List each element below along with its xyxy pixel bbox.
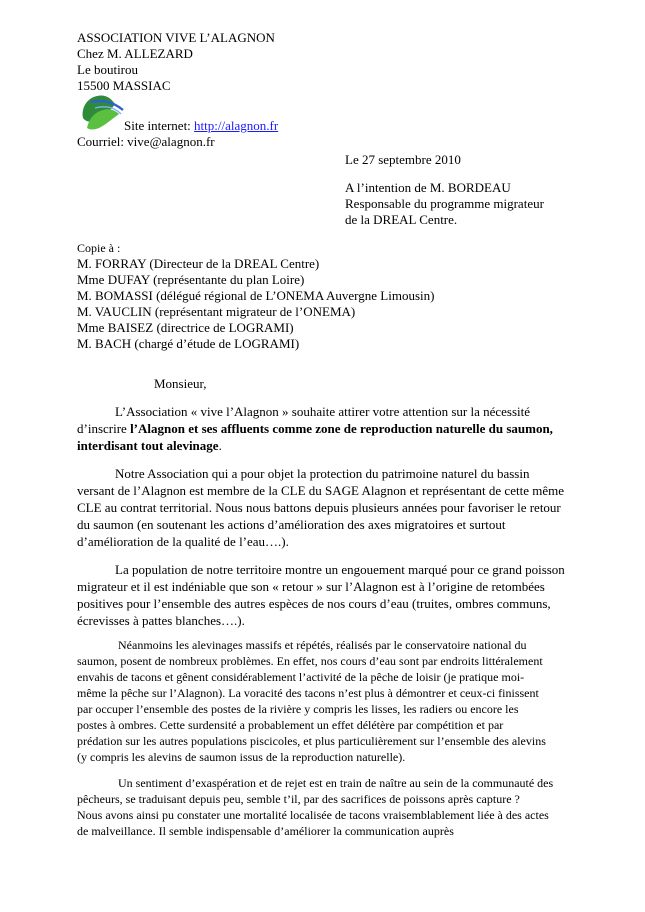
- paragraph-line: Notre Association qui a pour objet la protection du patrimoine naturel du bassin: [115, 466, 530, 481]
- paragraph-line: [77, 438, 222, 454]
- highlight-text: interdisant tout alevinage: [77, 438, 219, 453]
- paragraph-line: versant de l’Alagnon est membre de la CLE du SAGE Alagnon et représentant de cette même: [77, 483, 564, 498]
- paragraph-line: par occuper l’ensemble des postes de la rivière y compris les lisses, les radiers ou encore les: [77, 702, 519, 716]
- paragraph-line: même la pêche sur l’Alagnon). La voracité des tacons n’est plus à démontrer et ceux-ci finissent: [77, 686, 539, 700]
- paragraph-line: CLE au contrat territorial. Nous nous battons depuis plusieurs années pour favoriser le retour: [77, 500, 561, 515]
- sender-name: ASSOCIATION VIVE L’ALAGNON: [77, 30, 275, 45]
- copies-label: Copie à :: [77, 241, 121, 255]
- letter-date: Le 27 septembre 2010: [345, 152, 461, 167]
- website-label: Site internet:: [124, 118, 195, 133]
- copy-recipient: Mme BAISEZ (directrice de LOGRAMI): [77, 320, 294, 335]
- paragraph-line: du saumon (en soutenant les actions d’amélioration des axes migratoires et surtout: [77, 517, 506, 532]
- website-line: [124, 118, 278, 134]
- copy-recipient: M. VAUCLIN (représentant migrateur de l’ONEMA): [77, 304, 356, 319]
- email-line: Courriel: vive@alagnon.fr: [77, 134, 215, 149]
- paragraph-text: d’inscrire: [77, 421, 131, 436]
- paragraph-line: de malveillance. Il semble indispensable d’améliorer la communication auprès: [77, 824, 454, 838]
- paragraph-line: d’amélioration de la qualité de l’eau….).: [77, 534, 289, 549]
- paragraph-line: saumon, posent de nombreux problèmes. En effet, nos cours d’eau sont par endroits littéralement: [77, 654, 543, 668]
- recipient-line: de la DREAL Centre.: [345, 212, 458, 227]
- sender-address-line: Le boutirou: [77, 62, 139, 77]
- paragraph-line: Un sentiment d’exaspération et de rejet est en train de naître au sein de la communauté des: [118, 776, 554, 790]
- copy-recipient: M. BOMASSI (délégué régional de L’ONEMA Auvergne Limousin): [77, 288, 435, 303]
- paragraph-line: La population de notre territoire montre un engouement marqué pour ce grand poisson: [115, 562, 565, 577]
- paragraph-line: envahis de tacons et gênent considérablement l’activité de la pêche de loisir (je pratique moi-: [77, 670, 525, 684]
- paragraph-text: .: [218, 438, 222, 453]
- recipient-line: A l’intention de M. BORDEAU: [345, 180, 511, 195]
- paragraph-line: pêcheurs, se traduisant depuis peu, semble t’il, par des sacrifices de poissons après capture ?: [77, 792, 520, 806]
- recipient-line: Responsable du programme migrateur: [345, 196, 544, 211]
- association-logo: [77, 88, 125, 132]
- paragraph-line: (y compris les alevins de saumon issus de la reproduction naturelle).: [77, 750, 406, 764]
- copy-recipient: Mme DUFAY (représentante du plan Loire): [77, 272, 305, 287]
- highlight-text: l’Alagnon et ses affluents comme zone de reproduction naturelle du saumon,: [130, 421, 553, 436]
- website-link[interactable]: http://alagnon.fr: [194, 118, 279, 133]
- paragraph-line: prédation sur les autres populations piscicoles, et plus particulièrement sur l’ensemble des alevins: [77, 734, 546, 748]
- paragraph-line: écrevisses à pattes blanches….).: [77, 613, 245, 628]
- paragraph-line: postes à ombres. Cette surdensité a probablement un effet délétère par compétition et par: [77, 718, 504, 732]
- paragraph-line: [77, 421, 553, 437]
- sender-address-line: Chez M. ALLEZARD: [77, 46, 193, 61]
- paragraph-line: positives pour l’ensemble des autres espèces de nos cours d’eau (truites, ombres communs,: [77, 596, 551, 611]
- sender-address-line: 15500 MASSIAC: [77, 78, 171, 93]
- paragraph-line: Néanmoins les alevinages massifs et répétés, réalisés par le conservatoire national du: [118, 638, 527, 652]
- copy-recipient: M. FORRAY (Directeur de la DREAL Centre): [77, 256, 320, 271]
- paragraph-line: migrateur et il est indéniable que son « retour » sur l’Alagnon est à l’origine de retombées: [77, 579, 545, 594]
- paragraph-line: Nous avons ainsi pu constater une mortalité localisée de tacons vraisemblablement liée à des actes: [77, 808, 549, 822]
- copy-recipient: M. BACH (chargé d’étude de LOGRAMI): [77, 336, 300, 351]
- salutation: Monsieur,: [154, 376, 207, 391]
- paragraph-line: L’Association « vive l’Alagnon » souhaite attirer votre attention sur la nécessité: [115, 404, 531, 419]
